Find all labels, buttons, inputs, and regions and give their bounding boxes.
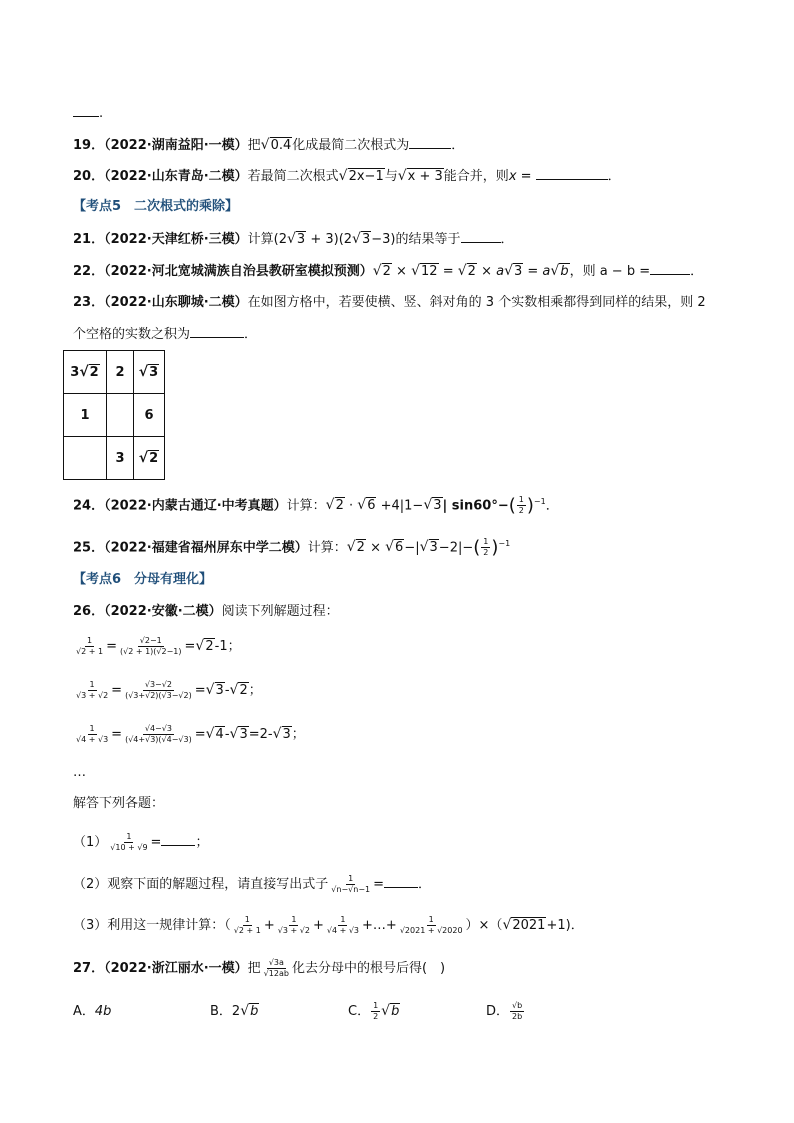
radical: √x + 3 <box>397 168 443 184</box>
sub-task-heading: 解答下列各题： <box>73 796 165 811</box>
radical: √0.4 <box>260 137 292 153</box>
grid-cell: 3√2 <box>64 351 107 394</box>
radical: √2x−1 <box>338 168 384 184</box>
grid-cell: √2 <box>134 437 165 480</box>
answer-blank[interactable] <box>650 262 690 275</box>
question-24: 24．（2022·内蒙古通辽·中考真题）计算：√2 · √6 +4|1−√3| sin60°−( $\frac{1}{2}$ )$^{-1}$． <box>73 494 559 516</box>
question-23-cont: 个空格的实数之积为 ． <box>73 327 258 342</box>
grid-cell-empty <box>64 437 107 480</box>
option-a[interactable]: A．4b <box>73 1004 112 1019</box>
example-1: $\frac{1}{√2 + 1}$ = $\frac{√2-1}{(√2 + 1)(√2-1)}$ =√2-1； <box>76 636 241 656</box>
section-heading-6: 【考点6 分母有理化】 <box>73 572 213 587</box>
section-heading-5: 【考点5 二次根式的乘除】 <box>73 199 239 214</box>
example-2: $\frac{1}{√3 + √2}$ = $\frac{√3-√2}{(√3+√2)(√3-√2)}$ =√3-√2； <box>76 680 262 700</box>
magic-square-grid <box>63 350 165 480</box>
answer-blank[interactable] <box>461 230 501 243</box>
question-23: 23．（2022·山东聊城·二模）在如图方格中，若要使横、竖、斜对角的 3 个实数相乘都得到同样的结果，则 2 <box>73 295 706 310</box>
answer-blank[interactable] <box>73 104 99 117</box>
grid-cell-empty <box>107 394 134 437</box>
answer-blank[interactable] <box>190 325 244 338</box>
grid-cell: 6 <box>134 394 165 437</box>
answer-blank[interactable] <box>161 833 195 846</box>
part-2: （2）观察下面的解题过程，请直接写出式子 $\frac{1}{√n-√n-1}$ = ． <box>73 874 432 894</box>
question-27: 27．（2022·浙江丽水·一模）把 $\frac{√3a}{√12ab}$ 化去分母中的根号后得( ) <box>73 958 446 978</box>
question-22: 22．（2022·河北宽城满族自治县教研室模拟预测）√2 × √12 = √2 × a√3 = a√b，则 a − b = ． <box>73 263 704 279</box>
q18-tail: . <box>73 104 103 123</box>
question-26: 26．（2022·安徽·二模）阅读下列解题过程： <box>73 604 339 619</box>
question-20: 20．（2022·山东青岛·二模）若最简二次根式√2x−1与√x + 3能合并，则x = ． <box>73 168 621 184</box>
answer-blank[interactable] <box>384 875 418 888</box>
grid-cell: 2 <box>107 351 134 394</box>
question-25: 25．（2022·福建省福州屏东中学二模）计算：√2 × √6−|√3−2|−( $\frac{1}{2}$ )$^{-1}$ <box>73 536 511 558</box>
option-d[interactable]: D． $\frac{√b}{2b}$ <box>486 1001 523 1021</box>
part-3: （3）利用这一规律计算：（ $\frac{1}{√2 + 1}$ + $\frac{1}{√3 + √2}$ + $\frac{1}{√4 + √3}$ +…+ $\frac{1}{√2021 + √2020}$ ）×（√2021+1)． <box>73 915 584 935</box>
question-21: 21．（2022·天津红桥·三模）计算(2√3 + 3)(2√3−3)的结果等于 ． <box>73 231 514 247</box>
answer-blank[interactable] <box>409 136 451 149</box>
question-19: 19．（2022·湖南益阳·一模）把√0.4化成最简二次根式为 ． <box>73 137 465 153</box>
grid-cell: 1 <box>64 394 107 437</box>
example-3: $\frac{1}{√4 + √3}$ = $\frac{√4-√3}{(√4+√3)(√4-√3)}$ =√4-√3=2-√3； <box>76 724 305 744</box>
part-1: （1） $\frac{1}{√10 + √9}$ = ； <box>73 832 209 852</box>
option-b[interactable]: B．2√b <box>210 1003 259 1019</box>
ellipsis: … <box>73 765 86 780</box>
grid-cell: 3 <box>107 437 134 480</box>
option-c[interactable]: C． $\frac{1}{2}$ √b <box>348 1001 400 1021</box>
answer-blank[interactable] <box>536 167 608 180</box>
grid-cell: √3 <box>134 351 165 394</box>
